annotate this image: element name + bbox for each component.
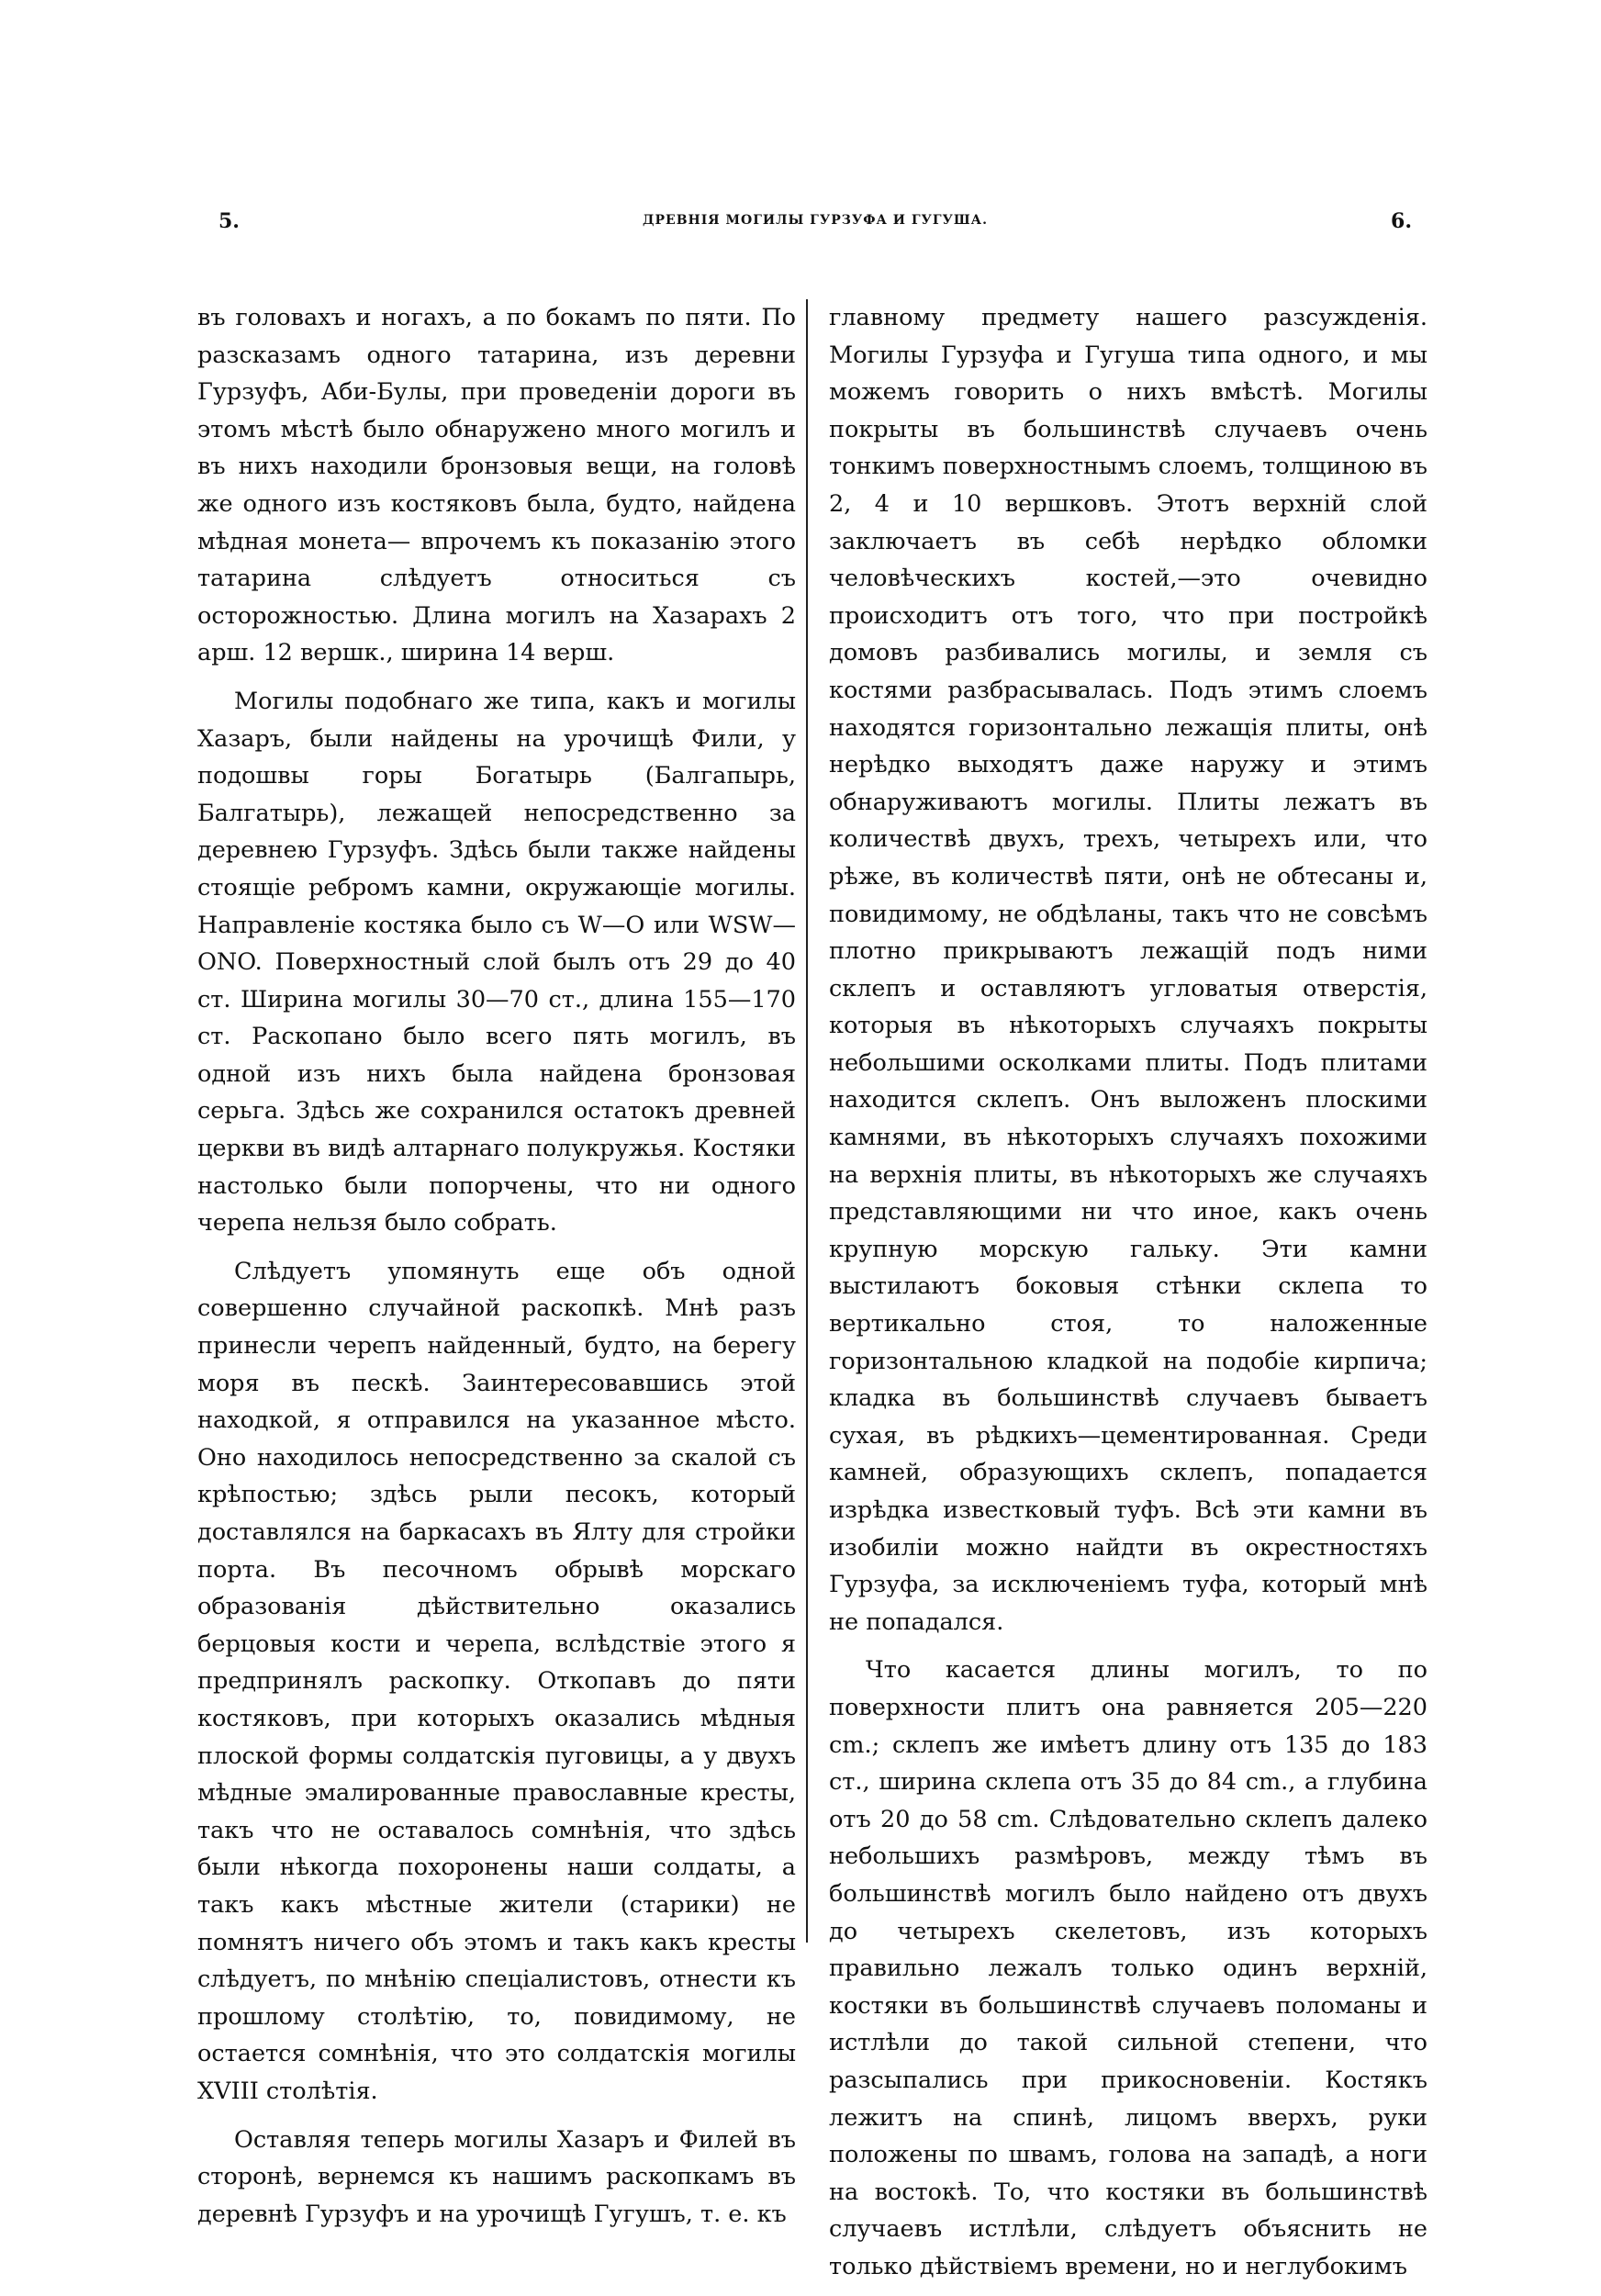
left-column	[197, 299, 796, 2244]
paragraph: Оставляя теперь могилы Хазаръ и Филей въ сторонѣ, вернемся къ нашимъ раскопкамъ въ деревнѣ Гурзуфъ и на урочищѣ Гугушъ, т. е. къ	[197, 2125, 796, 2228]
page-number-left: 5.	[218, 209, 240, 233]
page-header	[218, 209, 1412, 241]
paragraph: въ головахъ и ногахъ, а по бокамъ по пяти. По разсказамъ одного татарина, изъ деревни Гурзуфъ, Аби-Булы, при проведеніи дороги въ этомъ мѣстѣ было обнаружено много могилъ и въ нихъ находили бронзовыя вещи, на головѣ же одного изъ костяковъ была, будто, найдена мѣдная монета— впрочемъ къ показанію этого татарина слѣдуетъ относиться съ осторожностью. Длина могилъ на Хазарахъ 2 арш. 12 вершк., ширина 14 верш.	[197, 304, 796, 667]
paragraph: Что касается длины могилъ, то по поверхности плитъ она равняется 205—220 cm.; склепъ же имѣетъ длину отъ 135 до 183 ст., ширина склепа отъ 35 до 84 cm., а глубина отъ 20 до 58 cm. Слѣдовательно склепъ далеко небольшихъ размѣровъ, между тѣмъ въ большинствѣ могилъ было найдено отъ двухъ до четырехъ скелетовъ, изъ которыхъ правильно лежалъ только одинъ верхній, костяки въ большинствѣ случаевъ поломаны и истлѣли до такой сильной степени, что разсыпались при прикосновеніи. Костякъ лежитъ на спинѣ, лицомъ вверхъ, руки положены по швамъ, голова на западѣ, а ноги на востокѣ. То, что костяки въ большинствѣ случаевъ истлѣли, слѣдуетъ объяснить не только дѣйствіемъ времени, но и неглубокимъ	[829, 1656, 1427, 2280]
right-column	[829, 299, 1427, 2296]
paragraph: Могилы подобнаго же типа, какъ и могилы Хазаръ, были найдены на урочищѣ Фили, у подошвы горы Богатырь (Балгапырь, Балгатырь), лежащей непосредственно за деревнею Гурзуфъ. Здѣсь были также найдены стоящіе ребромъ камни, окружающіе могилы. Направленіе костяка было съ W—O или WSW—ONO. Поверхностный слой былъ отъ 29 до 40 ст. Ширина могилы 30—70 ст., длина 155—170 ст. Раскопано было всего пять могилъ, въ одной изъ нихъ была найдена бронзовая серьга. Здѣсь же сохранился остатокъ древней церкви въ видѣ алтарнаго полукружья. Костяки настолько были попорчены, что ни одного черепа нельзя было собрать.	[197, 687, 796, 1238]
running-title: ДРЕВНІЯ МОГИЛЫ ГУРЗУФА И ГУГУША.	[643, 213, 988, 228]
paragraph: Слѣдуетъ упомянуть еще объ одной совершенно случайной раскопкѣ. Мнѣ разъ принесли черепъ найденный, будто, на берегу моря въ пескѣ. Заинтересовавшись этой находкой, я отправился на указанное мѣсто. Оно находилось непосредственно за скалой съ крѣпостью; здѣсь рыли песокъ, который доставлялся на баркасахъ въ Ялту для стройки порта. Въ песочномъ обрывѣ морскаго образованія дѣйствительно оказались берцовыя кости и черепа, вслѣдствіе этого я предпринялъ раскопку. Откопавъ до пяти костяковъ, при которыхъ оказались мѣдныя плоской формы солдатскія пуговицы, а у двухъ мѣдные эмалированные православные кресты, такъ что не оставалось сомнѣнія, что здѣсь были нѣкогда похоронены наши солдаты, а такъ какъ мѣстные жители (старики) не помнятъ ничего объ этомъ и такъ какъ кресты слѣдуетъ, по мнѣнію спеціалистовъ, отнести къ прошлому столѣтію, то, повидимому, не остается сомнѣнія, что это солдатскія могилы XVIII столѣтія.	[197, 1257, 796, 2105]
page-number-right: 6.	[1391, 209, 1412, 233]
column-divider	[806, 299, 808, 1943]
paragraph: главному предмету нашего разсужденія. Могилы Гурзуфа и Гугуша типа одного, и мы можемъ говорить о нихъ вмѣстѣ. Могилы покрыты въ большинствѣ случаевъ очень тонкимъ поверхностнымъ слоемъ, толщиною въ 2, 4 и 10 вершковъ. Этотъ верхній слой заключаетъ въ себѣ нерѣдко обломки человѣческихъ костей,—это очевидно происходитъ отъ того, что при постройкѣ домовъ разбивались могилы, и земля съ костями разбрасывалась. Подъ этимъ слоемъ находятся горизонтально лежащія плиты, онѣ нерѣдко выходятъ даже наружу и этимъ обнаруживаютъ могилы. Плиты лежатъ въ количествѣ двухъ, трехъ, четырехъ или, что рѣже, въ количествѣ пяти, онѣ не обтесаны и, повидимому, не обдѣланы, такъ что не совсѣмъ плотно прикрываютъ лежащій подъ ними склепъ и оставляютъ угловатыя отверстія, которыя въ нѣкоторыхъ случаяхъ покрыты небольшими осколками плиты. Подъ плитами находится склепъ. Онъ выложенъ плоскими камнями, въ нѣкоторыхъ случаяхъ похожими на верхнія плиты, въ нѣкоторыхъ же случаяхъ представляющими ни что иное, какъ очень крупную морскую гальку. Эти камни выстилаютъ боковыя стѣнки склепа то вертикально стоя, то наложенные горизонтальною кладкой на подобіе кирпича; кладка въ большинствѣ случаевъ бываетъ сухая, въ рѣдкихъ—цементированная. Среди камней, образующихъ склепъ, попадается изрѣдка известковый туфъ. Всѣ эти камни въ изобиліи можно найдти въ окрестностяхъ Гурзуфа, за исключеніемъ туфа, который мнѣ не попадался.	[829, 304, 1427, 1636]
